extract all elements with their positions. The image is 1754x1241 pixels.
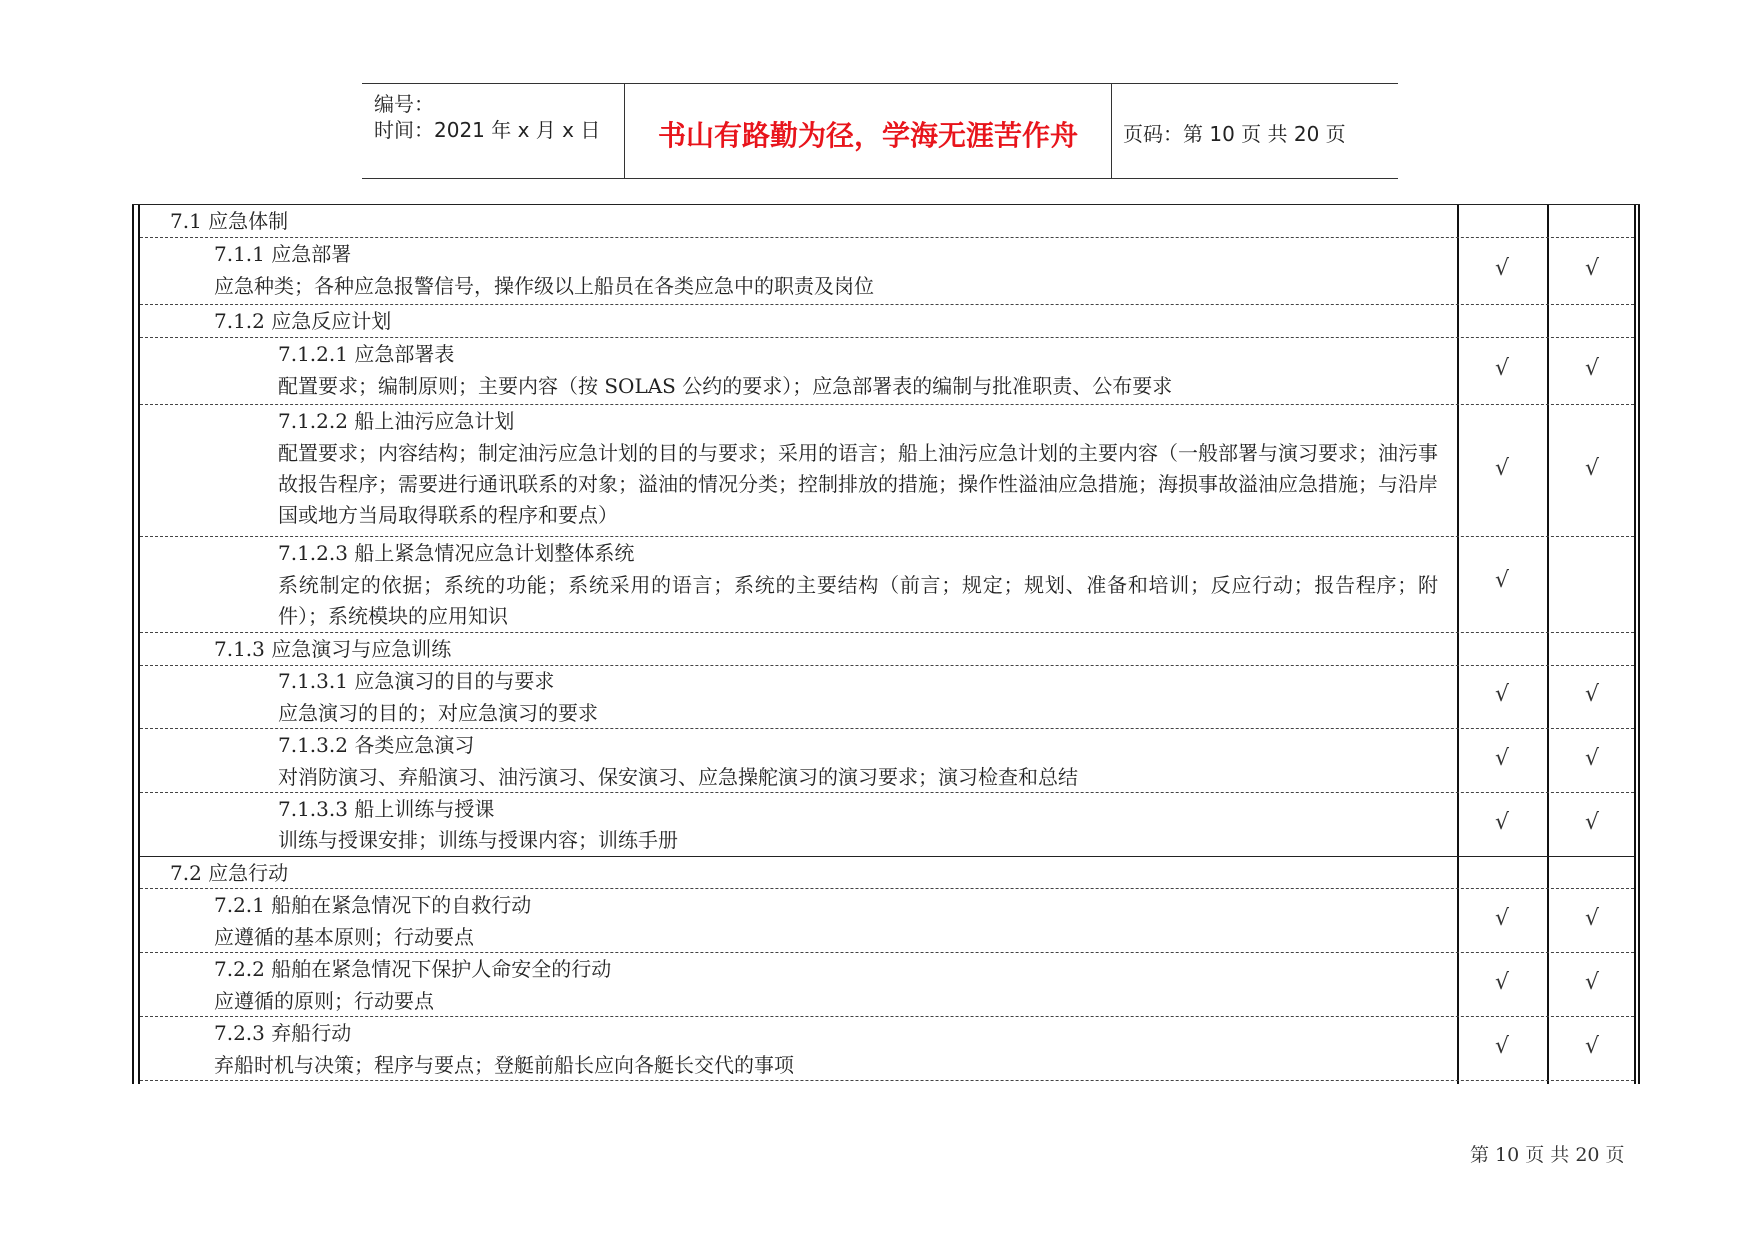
check-mark: √ — [1494, 256, 1510, 281]
subsection-body: 应遵循的基本原则；行动要点 — [214, 925, 474, 949]
check-mark: √ — [1584, 906, 1600, 931]
check-mark: √ — [1494, 682, 1510, 707]
check-mark: √ — [1494, 906, 1510, 931]
check-mark: √ — [1494, 746, 1510, 771]
item-body: 训练与授课安排；训练与授课内容；训练手册 — [278, 828, 678, 852]
subsection-body: 应遵循的原则；行动要点 — [214, 989, 434, 1013]
subsection-title: 7.2.3 弃船行动 — [214, 1021, 352, 1045]
header-page-cell — [1111, 84, 1398, 178]
footer-page-number: 第 10 页 共 20 页 — [1470, 1144, 1625, 1166]
document-date-label: 时间：2021 年 x 月 x 日 — [374, 118, 601, 142]
item-title: 7.1.2.1 应急部署表 — [278, 342, 455, 366]
check-mark: √ — [1584, 970, 1600, 995]
item-body: 应急演习的目的；对应急演习的要求 — [278, 701, 598, 725]
header-motto-cell — [624, 84, 1112, 178]
row-separator — [140, 237, 1634, 238]
subsection-body: 弃船时机与决策；程序与要点；登艇前船长应向各艇长交代的事项 — [214, 1053, 794, 1077]
subsection-title: 7.1.3 应急演习与应急训练 — [214, 637, 452, 661]
check-mark: √ — [1584, 1034, 1600, 1059]
row-separator — [140, 632, 1634, 633]
item-title: 7.1.3.3 船上训练与授课 — [278, 797, 495, 821]
check-mark: √ — [1584, 682, 1600, 707]
check-mark: √ — [1494, 810, 1510, 835]
item-body: 配置要求；编制原则；主要内容（按 SOLAS 公约的要求）；应急部署表的编制与批准职责、公布要求 — [278, 374, 1173, 398]
row-separator — [140, 337, 1634, 338]
row-separator — [140, 304, 1634, 305]
row-separator — [140, 888, 1634, 889]
check-mark: √ — [1584, 746, 1600, 771]
check-mark: √ — [1584, 356, 1600, 381]
table-right-border — [1638, 204, 1640, 1084]
row-separator — [140, 536, 1634, 537]
item-body: 系统制定的依据；系统的功能；系统采用的语言；系统的主要结构（前言；规定；规划、准备和培训；反应行动；报告程序；附件）；系统模块的应用知识 — [278, 573, 1438, 628]
header-motto: 书山有路勤为径，学海无涯苦作舟 — [657, 119, 1078, 152]
subsection-title: 7.1.2 应急反应计划 — [214, 309, 392, 333]
subsection-body: 应急种类；各种应急报警信号，操作级以上船员在各类应急中的职责及岗位 — [214, 274, 874, 298]
check-mark: √ — [1584, 810, 1600, 835]
check-mark: √ — [1494, 356, 1510, 381]
subsection-title: 7.2.2 船舶在紧急情况下保护人命安全的行动 — [214, 957, 612, 981]
check-mark: √ — [1494, 1034, 1510, 1059]
check-mark: √ — [1584, 456, 1600, 481]
table-right-border-inner — [1634, 204, 1636, 1084]
check-mark: √ — [1584, 256, 1600, 281]
item-title: 7.1.2.3 船上紧急情况应急计划整体系统 — [278, 541, 635, 565]
item-title: 7.1.2.2 船上油污应急计划 — [278, 409, 515, 433]
check-mark: √ — [1494, 970, 1510, 995]
table-top-border — [132, 204, 1640, 205]
subsection-title: 7.1.1 应急部署 — [214, 242, 352, 266]
section-title: 7.2 应急行动 — [170, 861, 289, 885]
document-header — [362, 83, 1398, 179]
row-separator — [140, 404, 1634, 405]
row-separator-solid — [140, 856, 1634, 857]
header-page-number: 页码：第 10 页 共 20 页 — [1123, 122, 1346, 146]
syllabus-table — [132, 204, 1640, 1084]
check-mark: √ — [1494, 568, 1510, 593]
check-mark: √ — [1494, 456, 1510, 481]
item-title: 7.1.3.2 各类应急演习 — [278, 733, 475, 757]
item-body: 配置要求；内容结构；制定油污应急计划的目的与要求；采用的语言；船上油污应急计划的主要内容（一般部署与演习要求；油污事故报告程序；需要进行通讯联系的对象；溢油的情况分类；控制排放的措施；操作性溢油应急措施；海损事故溢油应急措施；与沿岸国或地方当局取得联系的程序和要点） — [278, 441, 1438, 527]
item-body: 对消防演习、弃船演习、油污演习、保安演习、应急操舵演习的演习要求；演习检查和总结 — [278, 765, 1078, 789]
section-title: 7.1 应急体制 — [170, 209, 289, 233]
document-number-label: 编号： — [374, 92, 434, 116]
subsection-title: 7.2.1 船舶在紧急情况下的自救行动 — [214, 893, 532, 917]
table-left-border — [132, 204, 134, 1084]
header-info-cell — [362, 84, 624, 178]
item-title: 7.1.3.1 应急演习的目的与要求 — [278, 669, 555, 693]
